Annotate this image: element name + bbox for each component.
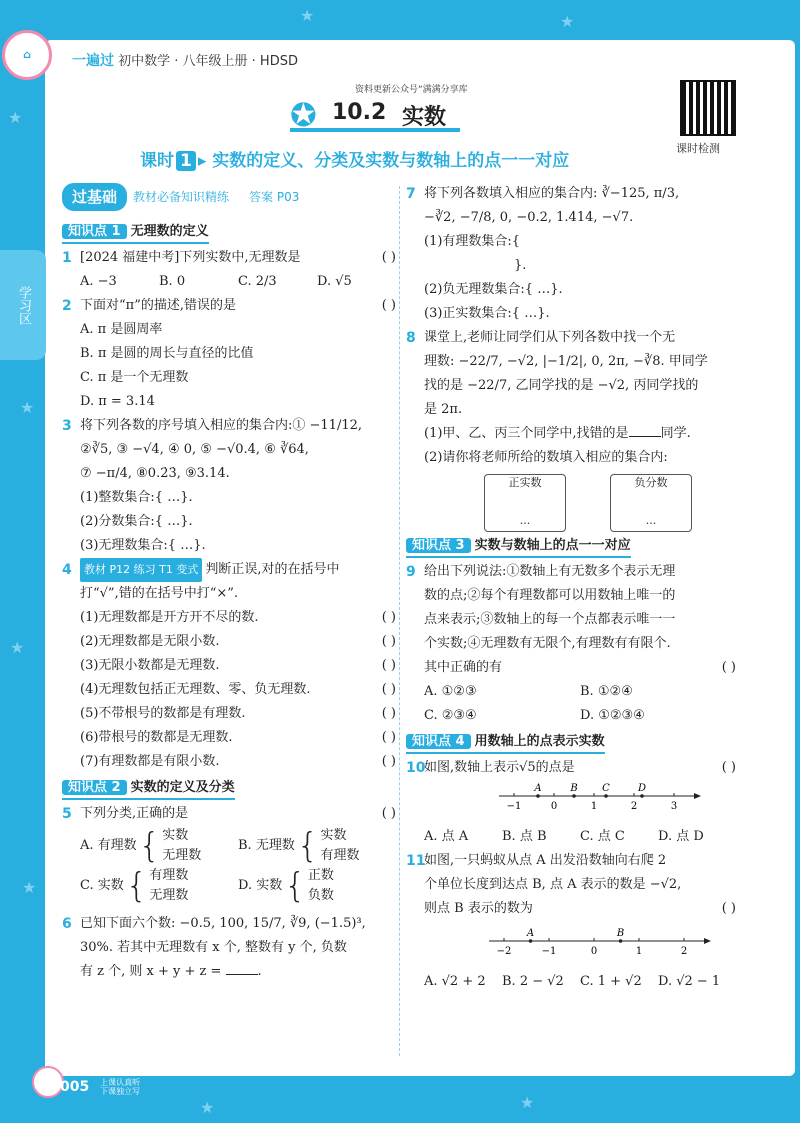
integer-set[interactable]: (1)整数集合:{ …}. [80,490,193,505]
question-text: 课堂上,老师让同学们从下列各数中找一个无 [424,330,676,345]
basics-subtitle: 教材必备知识精练 [133,190,230,204]
star-badge-icon: ✪ [290,96,317,134]
brace-icon: { [296,826,319,866]
option-c[interactable]: C. 2/3 [238,274,277,289]
positive-real-box[interactable] [484,474,566,532]
option-item: 负数 [307,888,334,903]
answer-paren[interactable]: ( ) [381,682,396,697]
answer-paren[interactable]: ( ) [721,760,736,775]
question-text: 理数: −22/7, −√2, |−1/2|, 0, 2π, −∛8. 甲同学 [424,354,708,369]
option-c[interactable]: C. π 是一个无理数 [80,370,189,385]
question-number: 7 [406,186,416,202]
box-label: 正实数 [508,476,542,489]
section-name: 实数 [402,105,447,130]
star-decoration: ★ [20,398,35,417]
point-label: C [602,783,610,794]
kp-title: 实数的定义及分类 [130,780,235,795]
box-dots: ... [519,514,531,527]
option-a[interactable] [80,826,238,866]
negative-irrational-set[interactable]: (2)负无理数集合:{ …}. [424,282,563,297]
sub-question: 同学. [660,426,691,441]
top-note: 资料更新公众号“满满分享库 [355,85,468,95]
option-d[interactable] [238,866,396,906]
judgment-item: (7)有理数都是有限小数. [80,754,220,769]
star-decoration: ★ [22,878,37,897]
question-text: [2024 福建中考]下列实数中,无理数是 [80,250,301,265]
option-a[interactable]: A. ①②③ [424,684,477,699]
tick-label: 1 [590,801,598,812]
box-label: 负分数 [634,476,668,489]
question-number: 3 [62,418,72,434]
basics-banner [62,182,396,212]
answer-paren[interactable]: ( ) [381,730,396,745]
star-decoration: ★ [8,108,23,127]
star-decoration: ★ [300,6,315,25]
tick-label: −2 [496,946,512,957]
star-decoration: ★ [520,1093,535,1112]
option-b[interactable]: B. ①②④ [580,684,633,699]
answer-paren[interactable]: ( ) [381,754,396,769]
answer-paren[interactable]: ( ) [381,706,396,721]
answer-paren[interactable]: ( ) [381,634,396,649]
slogan-line: 下课独立写 [100,1087,141,1096]
tick-label: 0 [590,946,598,957]
point-label: B [616,928,625,939]
mascot-logo: ⌂ [2,30,52,80]
option-c[interactable]: C. ②③④ [424,708,477,723]
option-b[interactable]: B. 0 [159,274,186,289]
tick-label: 3 [670,801,678,812]
point-marker [572,794,576,798]
answer-paren[interactable]: ( ) [381,658,396,673]
question-text: 打“√”,错的在括号中打“×”. [80,586,239,601]
star-decoration: ★ [560,12,575,31]
left-column [62,182,396,984]
option-item: 正数 [307,868,334,883]
fraction-set[interactable]: (2)分数集合:{ …}. [80,514,193,529]
question-text: 如图,一只蚂蚁从点 A 出发沿数轴向右爬 2 [424,853,667,868]
number-line-10 [494,782,704,814]
kp-label: 知识点 1 [62,224,127,239]
point-marker [619,939,623,943]
rational-set-end: }. [514,258,527,273]
question-10 [406,756,736,849]
answer-blank[interactable] [226,974,258,975]
question-6 [62,912,396,984]
question-text: 给出下列说法:①数轴上有无数多个表示无理 [424,564,676,579]
lesson-number: 1 [176,151,196,171]
option-c[interactable]: C. 1 + √2 [580,974,642,989]
sub-question: (1)甲、乙、丙三个同学中,找错的是 [424,426,629,441]
brace-icon: { [284,866,306,906]
question-text: 已知下面六个数: −0.5, 100, 15/7, ∛9, (−1.5)³, [80,916,366,931]
slogan-line: 上课认真听 [100,1078,141,1087]
basics-tag: 过基础 [62,183,127,211]
answer-boxes [424,474,736,532]
question-text: 其中正确的有 [424,660,503,675]
question-8 [406,326,736,532]
lesson-title [140,146,569,171]
star-decoration: ★ [10,638,25,657]
question-text: 如图,数轴上表示√5的点是 [424,760,575,775]
option-d[interactable]: D. √5 [317,274,352,289]
right-column [406,182,736,994]
option-a[interactable]: A. √2 + 2 [424,974,486,989]
option-label: D. 实数 [238,878,283,893]
answer-paren[interactable]: ( ) [721,660,736,675]
question-number: 11 [406,853,426,869]
answer-paren[interactable]: ( ) [721,901,736,916]
knowledge-point-4 [406,732,605,754]
tick-label: 0 [550,801,558,812]
option-a[interactable]: A. π 是圆周率 [80,322,163,337]
kp-title: 实数与数轴上的点一一对应 [474,538,631,553]
question-text: 将下列各数填入相应的集合内: ∛−125, π/3, [424,186,680,201]
point-label: A [526,928,535,939]
tick-label: −1 [506,801,522,812]
judgment-item: (5)不带根号的数都是有理数. [80,706,246,721]
question-1 [62,246,396,294]
option-d[interactable]: D. √2 − 1 [658,974,721,989]
judgment-item: (2)无理数都是无限小数. [80,634,220,649]
question-number: 5 [62,806,72,822]
page-footer [60,1078,140,1096]
option-d[interactable]: D. ①②③④ [580,708,645,723]
option-a[interactable]: A. −3 [80,274,117,289]
brace-icon: { [125,866,148,906]
irrational-set[interactable]: (3)无理数集合:{ …}. [80,538,206,553]
answer-paren[interactable]: ( ) [381,806,396,821]
option-item: 实数 [320,828,347,843]
book-subtitle: 初中数学 · 八年级上册 · HDSD [118,54,298,69]
option-b[interactable]: B. 点 B [502,829,547,844]
question-text: 有 z 个, 则 x + y + z = [80,964,222,979]
arrow-icon [704,938,711,944]
option-label: A. 有理数 [80,838,137,853]
kp-label: 知识点 2 [62,780,127,795]
question-text: 下面对“π”的描述,错误的是 [80,298,236,313]
question-number: 10 [406,760,426,776]
point-marker [529,939,533,943]
kp-title: 无理数的定义 [130,224,209,239]
point-marker [640,794,644,798]
option-b[interactable] [238,826,396,866]
lesson-prefix: 课时 [140,151,174,171]
slogan [100,1078,140,1096]
question-text: 个实数;④无理数有无限个,有理数有有限个. [424,636,671,651]
qr-code[interactable] [680,80,736,136]
rational-set[interactable]: (1)有理数集合:{ [424,234,521,249]
number-line-11 [484,923,714,959]
option-item: 实数 [162,828,189,843]
book-header [72,50,298,70]
question-text: . [257,964,262,979]
option-d[interactable]: D. 点 D [658,829,704,844]
option-item: 无理数 [149,888,189,903]
point-marker [604,794,608,798]
answer-blank[interactable] [629,436,661,437]
star-decoration: ★ [200,1098,215,1117]
tick-label: −1 [541,946,557,957]
judgment-item: (6)带根号的数都是无理数. [80,730,233,745]
question-text: 将下列各数的序号填入相应的集合内:① −11/12, [80,418,363,433]
knowledge-point-1 [62,222,209,244]
knowledge-point-3 [406,536,631,558]
question-text: 是 2π. [424,402,463,417]
point-label: B [570,783,578,794]
sub-question: (2)请你将老师所给的数填入相应的集合内: [424,450,668,465]
kp-label: 知识点 4 [406,734,471,749]
answer-ref: 答案 P03 [249,190,300,204]
judgment-item: (3)无限小数都是无理数. [80,658,220,673]
question-text: 点来表示;③数轴上的每一个点都表示唯一一 [424,612,676,627]
question-number: 6 [62,916,72,932]
tick-label: 1 [635,946,643,957]
point-marker [536,794,540,798]
option-d[interactable]: D. π = 3.14 [80,394,155,409]
judgment-item: (1)无理数都是开方开不尽的数. [80,610,259,625]
point-label: D [637,783,647,794]
judgment-item: (4)无理数包括正无理数、零、负无理数. [80,682,311,697]
side-tab: 学习区 [0,250,46,360]
question-number: 9 [406,564,416,580]
option-b[interactable]: B. π 是圆的周长与直径的比值 [80,346,254,361]
kp-label: 知识点 3 [406,538,471,553]
answer-paren[interactable]: ( ) [381,298,396,313]
option-item: 有理数 [320,848,360,863]
question-text: ②∛5, ③ −√4, ④ 0, ⑤ −√0.4, ⑥ ∛64, [80,442,309,457]
question-text: ⑦ −π/4, ⑧0.2̇3̇, ⑨3.14. [80,466,230,481]
kp-title: 用数轴上的点表示实数 [474,734,605,749]
option-c[interactable]: C. 点 C [580,829,625,844]
question-text: 30%. 若其中无理数有 x 个, 整数有 y 个, 负数 [80,940,347,955]
question-number: 8 [406,330,416,346]
question-number: 2 [62,298,72,314]
option-b[interactable]: B. 2 − √2 [502,974,564,989]
section-title [290,96,460,134]
answer-paren[interactable]: ( ) [381,250,396,265]
qr-label: 课时检测 [676,142,720,155]
brace-icon: { [138,826,161,866]
tick-label: 2 [680,946,688,957]
textbook-source-tag: 教材 P12 练习 T1 变式 [80,558,202,582]
question-text: 判断正误,对的在括号中 [205,562,340,577]
option-c[interactable] [80,866,238,906]
question-3 [62,414,396,558]
arrow-icon [694,793,701,799]
lesson-name: 实数的定义、分类及实数与数轴上的点一一对应 [212,151,570,171]
question-number: 4 [62,562,72,578]
page-number: 005 [60,1079,90,1095]
option-item: 无理数 [162,848,202,863]
question-text: 找的是 −22/7, 乙同学找的是 −√2, 丙同学找的 [424,378,699,393]
question-7 [406,182,736,326]
option-label: B. 无理数 [238,838,295,853]
question-9 [406,560,736,728]
column-divider [399,186,400,1056]
positive-real-set[interactable]: (3)正实数集合:{ …}. [424,306,550,321]
question-11 [406,849,736,994]
play-arrow-icon: ▸ [197,151,213,171]
question-number: 1 [62,250,72,266]
option-a[interactable]: A. 点 A [424,829,469,844]
brand-logo: 一遍过 [72,53,114,69]
option-label: C. 实数 [80,878,124,893]
question-2 [62,294,396,414]
question-text: −∛2, −7/8, 0, −0.2, 1.414, −√7. [424,210,634,225]
question-text: 数的点;②每个有理数都可以用数轴上唯一的 [424,588,676,603]
box-dots: ... [645,514,657,527]
question-4 [62,558,396,774]
question-text: 个单位长度到达点 B, 点 A 表示的数是 −√2, [424,877,682,892]
classification-options-cd [62,866,396,906]
question-text: 下列分类,正确的是 [80,806,189,821]
knowledge-point-2 [62,778,235,800]
option-item: 有理数 [149,868,189,883]
answer-paren[interactable]: ( ) [381,610,396,625]
tick-label: 2 [630,801,638,812]
section-number: 10.2 [332,100,387,125]
question-text: 则点 B 表示的数为 [424,901,533,916]
classification-options-ab [62,826,396,866]
negative-fraction-box[interactable] [610,474,692,532]
question-5 [62,802,396,826]
point-label: A [534,783,542,794]
